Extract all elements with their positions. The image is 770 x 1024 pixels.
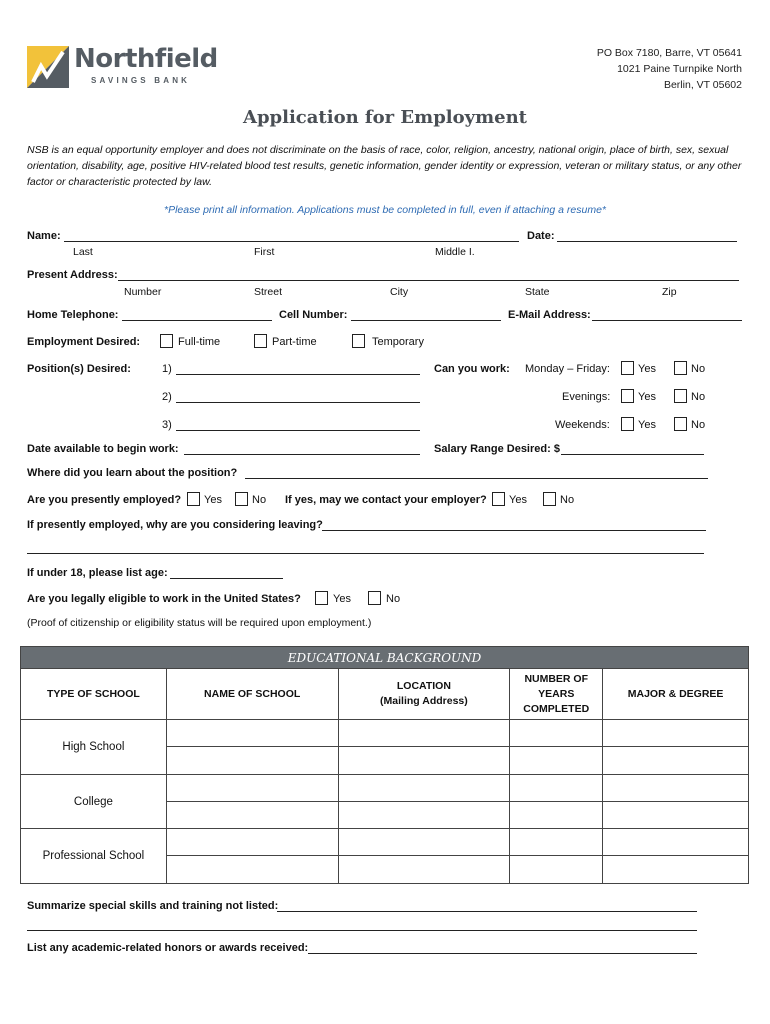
full-time-checkbox[interactable] xyxy=(160,334,173,348)
table-cell-input[interactable] xyxy=(510,775,603,802)
col-major-degree: MAJOR & DEGREE xyxy=(603,669,749,720)
table-cell-input[interactable] xyxy=(510,802,603,829)
col-years-line: COMPLETED xyxy=(523,702,590,715)
last-name-caption: Last xyxy=(73,246,93,258)
logo-mark-icon xyxy=(27,46,69,88)
employed-yes-checkbox[interactable] xyxy=(187,492,200,506)
table-cell-input[interactable] xyxy=(510,720,603,747)
table-row xyxy=(21,829,749,856)
table-cell-input[interactable] xyxy=(603,720,749,747)
yes-label: Yes xyxy=(204,494,222,506)
weekends-label: Weekends: xyxy=(555,419,610,431)
position-2-number: 2) xyxy=(162,391,172,403)
no-label: No xyxy=(691,419,706,431)
yes-label: Yes xyxy=(509,494,527,506)
honors-awards-field[interactable] xyxy=(308,953,697,954)
middle-initial-caption: Middle I. xyxy=(435,246,475,258)
table-cell-input[interactable] xyxy=(166,802,338,829)
instructions-notice: *Please print all information. Applications must be completed in full, even if attaching a resume* xyxy=(163,204,606,216)
table-row xyxy=(21,775,749,802)
table-cell-input[interactable] xyxy=(510,856,603,884)
email-field[interactable] xyxy=(592,320,742,321)
table-cell-input[interactable] xyxy=(166,775,338,802)
part-time-label: Part-time xyxy=(272,336,317,348)
contact-employer-label: If yes, may we contact your employer? xyxy=(285,494,487,506)
employed-no-checkbox[interactable] xyxy=(235,492,248,506)
table-cell-input[interactable] xyxy=(603,829,749,856)
part-time-checkbox[interactable] xyxy=(254,334,267,348)
logo-subtitle: SAVINGS BANK xyxy=(91,76,191,85)
honors-awards-label: List any academic-related honors or awards received: xyxy=(27,942,309,954)
position-1-field[interactable] xyxy=(176,374,420,375)
address-street-caption: Street xyxy=(254,286,283,298)
weekday-yes-checkbox[interactable] xyxy=(621,361,634,375)
cell-number-field[interactable] xyxy=(351,320,501,321)
salary-range-field[interactable] xyxy=(561,454,704,455)
contact-no-checkbox[interactable] xyxy=(543,492,556,506)
first-name-caption: First xyxy=(254,246,275,258)
eligible-yes-checkbox[interactable] xyxy=(315,591,328,605)
table-cell-input[interactable] xyxy=(603,802,749,829)
evenings-yes-checkbox[interactable] xyxy=(621,389,634,403)
present-address-field[interactable] xyxy=(118,280,739,281)
special-skills-field[interactable] xyxy=(277,911,697,912)
positions-desired-label: Position(s) Desired: xyxy=(27,363,131,375)
salary-range-label: Salary Range Desired: $ xyxy=(434,443,560,455)
address-number-caption: Number xyxy=(124,286,162,298)
temporary-checkbox[interactable] xyxy=(352,334,365,348)
address-city-caption: City xyxy=(390,286,409,298)
evenings-no-checkbox[interactable] xyxy=(674,389,687,403)
table-cell-input[interactable] xyxy=(338,747,510,775)
reason-leaving-label: If presently employed, why are you considering leaving? xyxy=(27,519,323,531)
logo-name: Northfield xyxy=(74,44,218,74)
company-logo xyxy=(27,46,69,91)
table-cell-input[interactable] xyxy=(166,747,338,775)
education-table-title: EDUCATIONAL BACKGROUND xyxy=(21,647,749,669)
special-skills-field-line2[interactable] xyxy=(27,930,697,931)
position-1-number: 1) xyxy=(162,363,172,375)
col-type-of-school: TYPE OF SCHOOL xyxy=(21,669,167,720)
no-label: No xyxy=(691,391,706,403)
full-time-label: Full-time xyxy=(178,336,221,348)
date-label: Date: xyxy=(527,230,555,242)
present-address-label: Present Address: xyxy=(27,269,118,281)
table-cell-input[interactable] xyxy=(603,856,749,884)
can-you-work-label: Can you work: xyxy=(434,363,510,375)
name-field[interactable] xyxy=(64,241,519,242)
address-state-caption: State xyxy=(525,286,550,298)
page-title: Application for Employment xyxy=(242,107,527,128)
col-years-completed xyxy=(510,669,603,720)
bank-address xyxy=(597,45,742,93)
col-years-line: YEARS xyxy=(538,687,575,700)
yes-label: Yes xyxy=(638,363,656,375)
address-zip-caption: Zip xyxy=(662,286,677,298)
table-cell-input[interactable] xyxy=(603,747,749,775)
home-telephone-label: Home Telephone: xyxy=(27,309,119,321)
address-line: Berlin, VT 05602 xyxy=(663,79,742,91)
monday-friday-label: Monday – Friday: xyxy=(525,363,610,375)
no-label: No xyxy=(691,363,706,375)
col-location xyxy=(338,669,510,720)
weekday-no-checkbox[interactable] xyxy=(674,361,687,375)
school-type-cell: High School xyxy=(21,720,167,775)
table-row xyxy=(21,720,749,747)
table-cell-input[interactable] xyxy=(603,775,749,802)
weekends-no-checkbox[interactable] xyxy=(674,417,687,431)
date-available-field[interactable] xyxy=(184,454,420,455)
col-location-line: LOCATION xyxy=(396,680,451,692)
reason-leaving-field[interactable] xyxy=(322,530,706,531)
education-table xyxy=(20,646,749,884)
temporary-label: Temporary xyxy=(372,336,424,348)
reason-leaving-field-line2[interactable] xyxy=(27,553,704,554)
learn-position-label: Where did you learn about the position? xyxy=(27,467,238,479)
table-cell-input[interactable] xyxy=(338,720,510,747)
col-name-of-school: NAME OF SCHOOL xyxy=(166,669,338,720)
table-cell-input[interactable] xyxy=(166,829,338,856)
school-type-cell: Professional School xyxy=(21,829,167,884)
yes-label: Yes xyxy=(333,593,351,605)
date-field[interactable] xyxy=(557,241,737,242)
position-3-number: 3) xyxy=(162,419,172,431)
under-18-age-field[interactable] xyxy=(170,578,283,579)
table-cell-input[interactable] xyxy=(510,829,603,856)
eeo-statement: NSB is an equal opportunity employer and does not discriminate on the basis of race, color, religion, ancestry, national origin, place of birth, sex, sexual orientation, disability, age, positive HIV-related blood test results, genetic information, gender identity or expression, veteran or military status, or any other factor or characteristic protected by law. xyxy=(27,144,742,188)
yes-label: Yes xyxy=(638,391,656,403)
position-2-field[interactable] xyxy=(176,402,420,403)
yes-label: Yes xyxy=(638,419,656,431)
name-label: Name: xyxy=(27,230,61,242)
learn-position-field[interactable] xyxy=(245,478,708,479)
eligible-no-checkbox[interactable] xyxy=(368,591,381,605)
school-type-cell: College xyxy=(21,775,167,829)
proof-notice: (Proof of citizenship or eligibility status will be required upon employment.) xyxy=(27,617,372,629)
weekends-yes-checkbox[interactable] xyxy=(621,417,634,431)
presently-employed-label: Are you presently employed? xyxy=(27,494,182,506)
table-cell-input[interactable] xyxy=(338,829,510,856)
table-cell-input[interactable] xyxy=(338,802,510,829)
table-cell-input[interactable] xyxy=(166,856,338,884)
date-available-label: Date available to begin work: xyxy=(27,443,179,455)
no-label: No xyxy=(386,593,401,605)
no-label: No xyxy=(560,494,575,506)
employment-desired-label: Employment Desired: xyxy=(27,336,141,348)
contact-yes-checkbox[interactable] xyxy=(492,492,505,506)
eligible-label: Are you legally eligible to work in the United States? xyxy=(27,593,301,605)
address-line: PO Box 7180, Barre, VT 05641 xyxy=(596,47,742,59)
col-years-line: NUMBER OF xyxy=(524,672,589,685)
no-label: No xyxy=(252,494,267,506)
cell-number-label: Cell Number: xyxy=(279,309,348,321)
table-cell-input[interactable] xyxy=(338,856,510,884)
under-18-label: If under 18, please list age: xyxy=(27,567,168,579)
evenings-label: Evenings: xyxy=(562,391,611,403)
position-3-field[interactable] xyxy=(176,430,420,431)
home-telephone-field[interactable] xyxy=(122,320,272,321)
email-label: E-Mail Address: xyxy=(508,309,591,321)
table-cell-input[interactable] xyxy=(166,720,338,747)
special-skills-label: Summarize special skills and training not listed: xyxy=(27,900,279,912)
table-cell-input[interactable] xyxy=(338,775,510,802)
table-cell-input[interactable] xyxy=(510,747,603,775)
col-location-line: (Mailing Address) xyxy=(380,695,468,707)
address-line: 1021 Paine Turnpike North xyxy=(617,63,742,75)
